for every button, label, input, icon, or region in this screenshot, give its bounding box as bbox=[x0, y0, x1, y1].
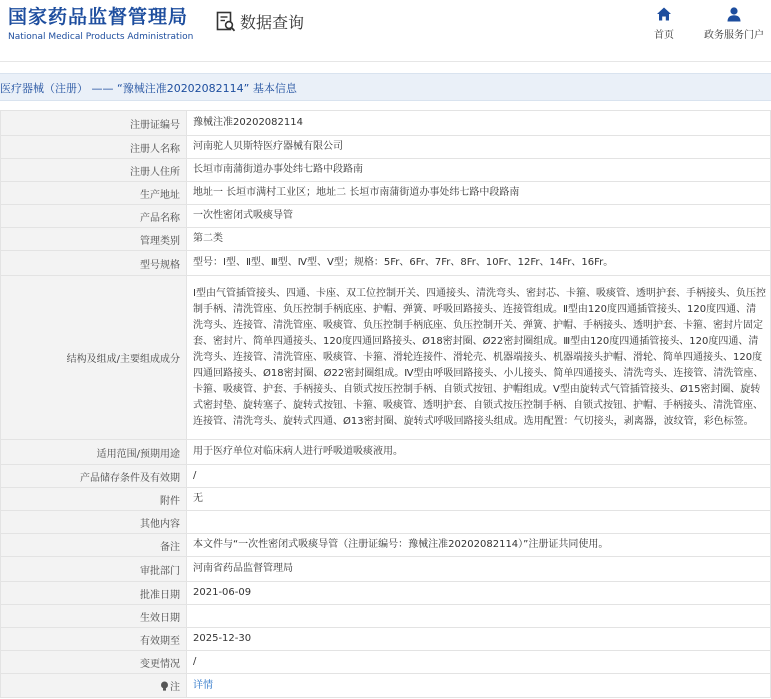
table-row bbox=[1, 674, 771, 698]
product-name-value bbox=[187, 205, 771, 228]
row-value-text: 用于医疗单位对临床病人进行呼吸道吸痰液用。 bbox=[193, 446, 403, 457]
table-row bbox=[1, 276, 771, 440]
storage-conditions-value bbox=[187, 465, 771, 488]
table-row bbox=[1, 440, 771, 465]
table-row bbox=[1, 205, 771, 228]
management-category-label bbox=[1, 228, 187, 251]
record-title: 医疗器械（注册） —— “豫械注准20202082114” 基本信息 bbox=[0, 82, 297, 95]
structure-composition-value bbox=[187, 276, 771, 440]
intended-use-label bbox=[1, 440, 187, 465]
table-row bbox=[1, 182, 771, 205]
row-label-text: 管理类别 bbox=[140, 235, 180, 247]
row-label-text: 注册证编号 bbox=[130, 119, 180, 131]
row-label-text: 审批部门 bbox=[140, 565, 180, 577]
details-link[interactable]: 详情 bbox=[193, 679, 213, 691]
row-value-text: 2021-06-09 bbox=[193, 587, 252, 598]
row-value-text: 第二类 bbox=[193, 233, 223, 244]
table-row bbox=[1, 605, 771, 628]
table-row bbox=[1, 465, 771, 488]
other-content-label bbox=[1, 511, 187, 534]
table-row bbox=[1, 251, 771, 276]
note-value[interactable] bbox=[187, 674, 771, 698]
row-label-text: 产品名称 bbox=[140, 212, 180, 224]
nav-home[interactable] bbox=[648, 6, 680, 41]
nav-service-label: 政务服务门户 bbox=[704, 30, 764, 41]
product-name-label bbox=[1, 205, 187, 228]
row-value-text: 本文件与“一次性密闭式吸痰导管（注册证编号：豫械注准20202082114）”注册证共同使用。 bbox=[193, 539, 609, 550]
row-label-text: 备注 bbox=[160, 541, 180, 553]
table-row bbox=[1, 111, 771, 136]
approval-department-value bbox=[187, 557, 771, 582]
row-value-text: 型号：Ⅰ型、Ⅱ型、Ⅲ型、Ⅳ型、Ⅴ型；规格：5Fr、6Fr、7Fr、8Fr、10Fr、12Fr、14Fr、16Fr。 bbox=[193, 257, 614, 268]
user-icon bbox=[726, 6, 742, 22]
other-content-value bbox=[187, 511, 771, 534]
registrant-name-value bbox=[187, 136, 771, 159]
site-header bbox=[0, 0, 771, 62]
table-row bbox=[1, 511, 771, 534]
logo-chinese-name: 国家药品监督管理局 bbox=[8, 6, 189, 28]
row-value-text: 一次性密闭式吸痰导管 bbox=[193, 210, 293, 221]
nav-home-label: 首页 bbox=[654, 30, 674, 41]
storage-conditions-label bbox=[1, 465, 187, 488]
nav-service-portal[interactable] bbox=[700, 6, 768, 41]
row-value-text: 河南省药品监督管理局 bbox=[193, 563, 293, 574]
row-label-text: 注册人名称 bbox=[130, 143, 180, 155]
model-spec-value bbox=[187, 251, 771, 276]
approval-date-value bbox=[187, 582, 771, 605]
remarks-value bbox=[187, 534, 771, 557]
data-query-link[interactable] bbox=[216, 10, 304, 33]
registration-number-value bbox=[187, 111, 771, 136]
detail-table bbox=[0, 110, 771, 698]
row-value-text: 无 bbox=[193, 493, 203, 504]
table-row bbox=[1, 582, 771, 605]
row-label-text: 型号规格 bbox=[140, 259, 180, 271]
row-value-text: Ⅰ型由气管插管接头、四通、卡座、双工位控制开关、四通接头、清洗弯头、密封芯、卡箍、吸痰管、透明护套、手柄接头、负压控制手柄、清洗管座、负压控制手柄底座、护帽、弹簧、呼吸回路接头、连接管组成。Ⅱ型由120度四通插管接头、120度四通、清洗弯头、连接管、清洗管座、吸痰管、负压控制手柄底座、负压控制开关、弹簧、护帽、手柄接头、透明护套、卡箍、密封片固定套、密封片、简单四通接头、120度四通回路接头、Ø18密封圈、Ø22密封圈组成。Ⅲ型由120度四通插管接头、120度四通、清洗弯头、连接管、清洗管座、吸痰管、卡箍、滑轮连接件、滑轮壳、机器端接头、机器端接头护帽、滑轮、简单四通接头、120度四通回路接头、Ø18密封圈、Ø22密封圈组成。Ⅳ型由呼吸回路接头、小儿接头、简单四通接头、清洗弯头、连接管、清洗管座、卡箍、吸痰管、护套、手柄接头、自锁式按压控制手柄、自锁式按钮、护帽组成。Ⅴ型由旋转式气管插管接头、Ø15密封圈、旋转式密封垫、旋转塞子、旋转式按钮、卡箍、吸痰管、透明护套、自锁式按压控制手柄、自锁式按钮、护帽、手柄接头、清洗管座、连接管、清洗弯头、旋转式四通、Ø13密封圈、旋转式呼吸回路接头组成。选用配置：气切接头，剥离器，波纹管，彩色标签。 bbox=[193, 287, 766, 427]
model-spec-label bbox=[1, 251, 187, 276]
intended-use-value bbox=[187, 440, 771, 465]
table-row bbox=[1, 557, 771, 582]
table-row bbox=[1, 228, 771, 251]
row-label-text: 结构及组成/主要组成成分 bbox=[66, 354, 180, 365]
registrant-address-label bbox=[1, 159, 187, 182]
row-label-text: 批准日期 bbox=[140, 589, 180, 601]
row-label-text: 有效期至 bbox=[140, 635, 180, 647]
table-row bbox=[1, 136, 771, 159]
table-row bbox=[1, 534, 771, 557]
effective-date-value bbox=[187, 605, 771, 628]
row-label-text: 生效日期 bbox=[140, 612, 180, 624]
home-icon bbox=[656, 6, 672, 22]
table-row bbox=[1, 488, 771, 511]
row-value-text: 地址一 长垣市满村工业区；地址二 长垣市南蒲街道办事处纬七路中段路南 bbox=[193, 187, 520, 198]
accessories-label bbox=[1, 488, 187, 511]
data-query-icon bbox=[216, 11, 236, 33]
record-title-bar bbox=[0, 73, 771, 101]
table-row bbox=[1, 651, 771, 674]
effective-date-label bbox=[1, 605, 187, 628]
row-value-text: 长垣市南蒲街道办事处纬七路中段路南 bbox=[193, 164, 363, 175]
change-status-value bbox=[187, 651, 771, 674]
row-label-text: 生产地址 bbox=[140, 189, 180, 201]
data-query-label: 数据查询 bbox=[240, 13, 305, 32]
valid-until-value bbox=[187, 628, 771, 651]
registrant-name-label bbox=[1, 136, 187, 159]
production-address-label bbox=[1, 182, 187, 205]
table-row bbox=[1, 159, 771, 182]
row-label-text: 注 bbox=[170, 682, 180, 693]
structure-composition-label bbox=[1, 276, 187, 440]
approval-date-label bbox=[1, 582, 187, 605]
accessories-value bbox=[187, 488, 771, 511]
row-label-text: 适用范围/预期用途 bbox=[96, 448, 180, 460]
row-value-text: / bbox=[193, 470, 197, 481]
change-status-label bbox=[1, 651, 187, 674]
site-logo[interactable] bbox=[8, 6, 193, 44]
row-value-text: 2025-12-30 bbox=[193, 633, 252, 644]
table-row bbox=[1, 628, 771, 651]
bulb-icon bbox=[160, 681, 169, 691]
row-label-text: 注册人住所 bbox=[130, 166, 180, 178]
row-label-text: 产品储存条件及有效期 bbox=[80, 472, 180, 484]
row-value-text: / bbox=[193, 656, 197, 667]
logo-english-name: National Medical Products Administration bbox=[8, 32, 194, 42]
production-address-value bbox=[187, 182, 771, 205]
registrant-address-value bbox=[187, 159, 771, 182]
row-label-text: 变更情况 bbox=[140, 658, 180, 670]
approval-department-label bbox=[1, 557, 187, 582]
valid-until-label bbox=[1, 628, 187, 651]
row-label-text: 附件 bbox=[160, 495, 180, 507]
row-value-text: 河南驼人贝斯特医疗器械有限公司 bbox=[193, 141, 343, 152]
remarks-label bbox=[1, 534, 187, 557]
row-label-text: 其他内容 bbox=[140, 518, 180, 530]
row-value-text: 豫械注准20202082114 bbox=[193, 117, 303, 128]
registration-number-label bbox=[1, 111, 187, 136]
note-label bbox=[1, 674, 187, 698]
management-category-value bbox=[187, 228, 771, 251]
